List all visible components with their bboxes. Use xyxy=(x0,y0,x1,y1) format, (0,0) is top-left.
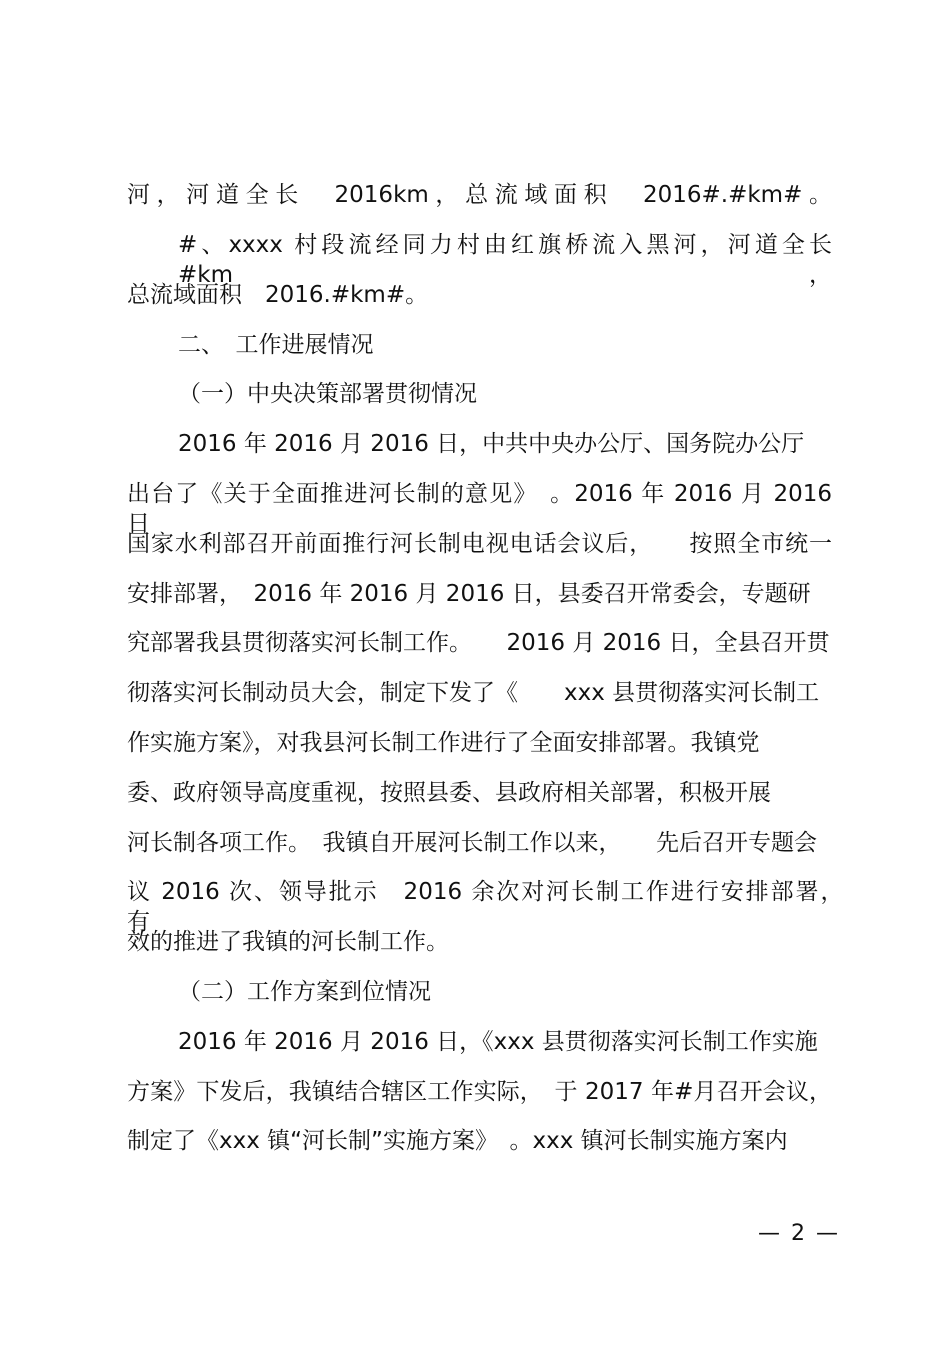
page-number: — 2 — xyxy=(758,1221,840,1246)
text-line: 制定了《xxx 镇“河长制”实施方案》 。xxx 镇河长制实施方案内 xyxy=(127,1128,788,1154)
text-line: 效的推进了我镇的河长制工作。 xyxy=(127,929,449,955)
text-line: 河，河道全长 2016km，总流域面积 2016#.#km#。 xyxy=(127,182,832,208)
text-line: 河长制各项工作。 我镇自开展河长制工作以来， 先后召开专题会 xyxy=(127,830,817,856)
text-line: 作实施方案》，对我县河长制工作进行了全面安排部署。我镇党 xyxy=(127,730,760,756)
subsection-heading: （二）工作方案到位情况 xyxy=(178,979,431,1005)
subsection-heading: （一）中央决策部署贯彻情况 xyxy=(178,381,477,407)
text-line: 国家水利部召开前面推行河长制电视电话会议后， 按照全市统一 xyxy=(127,531,832,557)
text-line: 总流域面积 2016.#km#。 xyxy=(127,282,429,308)
text-line: 2016 年 2016 月 2016 日，《xxx 县贯彻落实河长制工作实施 xyxy=(178,1029,818,1055)
text-line: 方案》下发后，我镇结合辖区工作实际， 于 2017 年#月召开会议， xyxy=(127,1079,832,1105)
text-line: 安排部署， 2016 年 2016 月 2016 日，县委召开常委会，专题研 xyxy=(127,581,811,607)
section-heading: 二、 工作进展情况 xyxy=(178,332,374,358)
text-line: 议 2016 次、领导批示 2016 余次对河长制工作进行安排部署， 有 xyxy=(127,879,878,935)
text-line: #、xxxx 村段流经同力村由红旗桥流入黑河，河道全长 #km， xyxy=(178,232,878,288)
text-line: 出台了《关于全面推进河长制的意见》 。2016 年 2016 月 2016 日 xyxy=(127,481,832,537)
text-line: 2016 年 2016 月 2016 日，中共中央办公厅、国务院办公厅 xyxy=(178,431,805,457)
text-line: 委、政府领导高度重视，按照县委、县政府相关部署，积极开展 xyxy=(127,780,771,806)
text-line: 究部署我县贯彻落实河长制工作。 2016 月 2016 日，全县召开贯 xyxy=(127,630,830,656)
text-line: 彻落实河长制动员大会，制定下发了《 xxx 县贯彻落实河长制工 xyxy=(127,680,820,706)
